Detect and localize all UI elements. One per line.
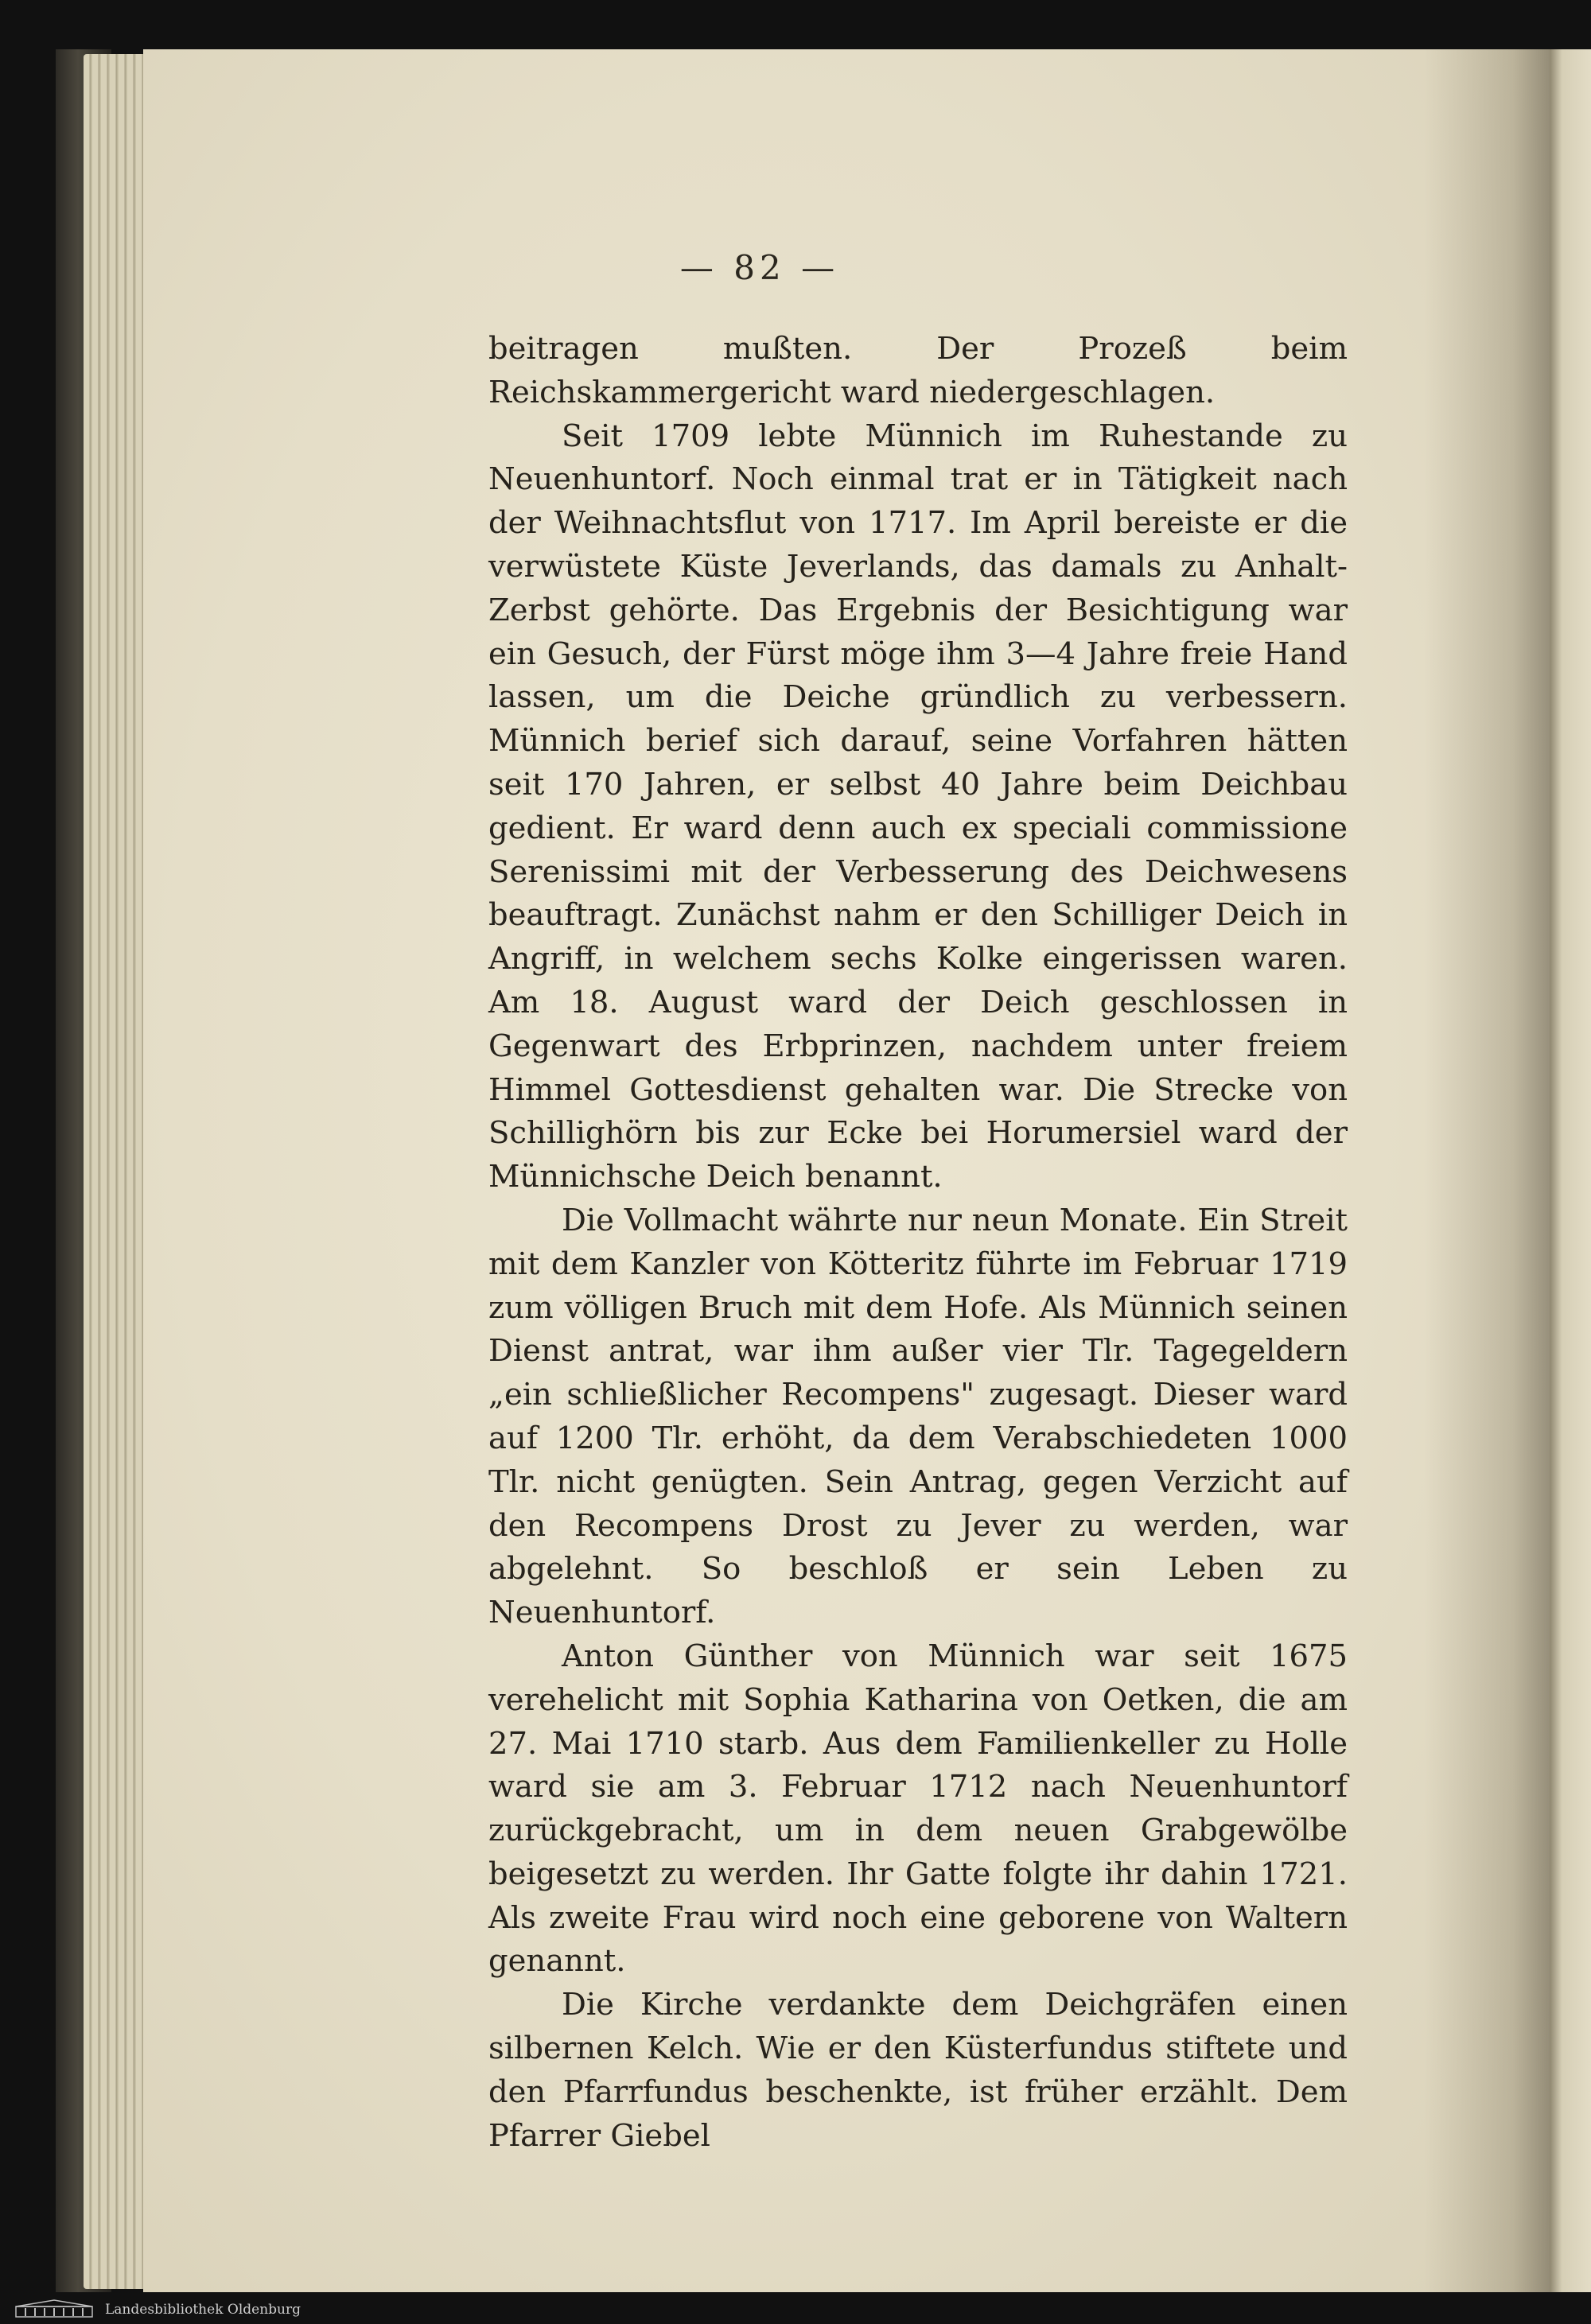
paragraph: beitragen mußten. Der Prozeß beim Reichskammergericht ward niedergeschlagen. xyxy=(488,331,1348,410)
page-number: — 82 — xyxy=(679,248,840,287)
paragraph: Anton Günther von Münnich war seit 1675 verehelicht mit Sophia Katharina von Oetken, die am 27. Mai 1710 starb. Aus dem Familienkeller zu Holle ward sie am 3. Februar 1712 nach Neuenhuntorf zurückgebracht, um in dem neuen Grabgewölbe beigesetzt zu werden. Ihr Gatte folgte ihr dahin 1721. Als zweite Frau wird noch eine geborene von Waltern genannt. xyxy=(488,1638,1348,1980)
paragraph: Die Kirche verdankte dem Deichgräfen einen silbernen Kelch. Wie er den Küsterfundus stiftete und den Pfarrfundus beschenkte, ist früher erzählt. Dem Pfarrer Giebel xyxy=(488,1987,1348,2154)
footer-bar xyxy=(0,2295,1591,2324)
paragraph: Seit 1709 lebte Münnich im Ruhestande zu Neuenhuntorf. Noch einmal trat er in Tätigkeit nach der Weihnachtsflut von 1717. Im April bereiste er die verwüstete Küste Jeverlands, das damals zu Anhalt-Zerbst gehörte. Das Ergebnis der Besichtigung war ein Gesuch, der Fürst möge ihm 3—4 Jahre freie Hand lassen, um die Deiche gründlich zu verbessern. Münnich berief sich darauf, seine Vorfahren hätten seit 170 Jahren, er selbst 40 Jahre beim Deichbau gedient. Er ward denn auch ex speciali commissione Serenissimi mit der Verbesserung des Deichwesens beauftragt. Zunächst nahm er den Schilliger Deich in Angriff, in welchem sechs Kolke eingerissen waren. Am 18. August ward der Deich geschlossen in Gegenwart des Erbprinzen, nachdem unter freiem Himmel Gottesdienst gehalten war. Die Strecke von Schillighörn bis zur Ecke bei Horumersiel ward der Münnichsche Deich benannt. xyxy=(488,418,1348,1195)
paragraph: Die Vollmacht währte nur neun Monate. Ein Streit mit dem Kanzler von Kötteritz führte im Februar 1719 zum völligen Bruch mit dem Hofe. Als Münnich seinen Dienst antrat, war ihm außer vier Tlr. Tagegeldern „ein schließlicher Recompens" zugesagt. Dieser ward auf 1200 Tlr. erhöht, da dem Verabschiedeten 1000 Tlr. nicht genügten. Sein Antrag, gegen Verzicht auf den Recompens Drost zu Jever zu werden, war abgelehnt. So beschloß er sein Leben zu Neuenhuntorf. xyxy=(488,1202,1348,1631)
page-gutter-shadow xyxy=(1424,49,1551,2292)
library-name: Landesbibliothek Oldenburg xyxy=(105,2302,301,2318)
next-page-sliver xyxy=(1550,49,1591,2292)
page-stack-edges xyxy=(84,54,147,2289)
body-text xyxy=(488,328,1348,2158)
library-building-icon xyxy=(14,2299,94,2318)
